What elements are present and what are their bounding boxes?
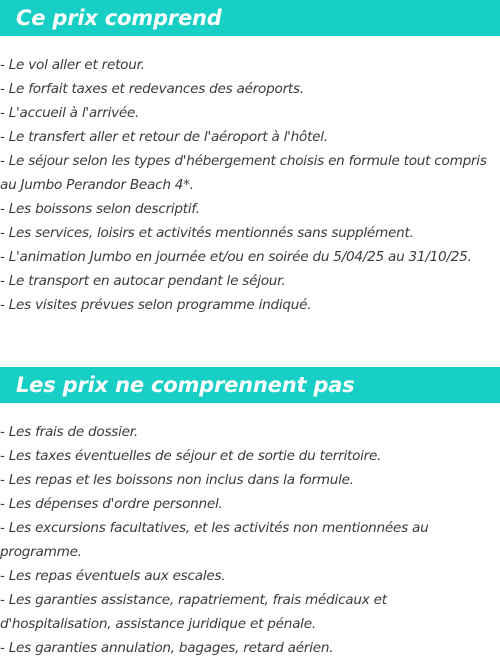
included-item-animation: - L'animation Jumbo en journée et/ou en soirée du 5/04/25 au 31/10/25.	[0, 249, 472, 265]
excluded-item-garanties-assistance: - Les garanties assistance, rapatriement, frais médicaux et d'hospitalisation, assistance juridique et pénale.	[0, 592, 387, 632]
excluded-item-frais-dossier: - Les frais de dossier.	[0, 424, 138, 440]
excluded-item-depenses: - Les dépenses d'ordre personnel.	[0, 496, 223, 512]
included-item-taxes: - Le forfait taxes et redevances des aéroports.	[0, 81, 304, 97]
excluded-item-repas-boissons: - Les repas et les boissons non inclus dans la formule.	[0, 472, 354, 488]
included-item-services: - Les services, loisirs et activités mentionnés sans supplément.	[0, 225, 414, 241]
included-item-visites: - Les visites prévues selon programme indiqué.	[0, 297, 312, 313]
included-section-title: Ce prix comprend	[16, 6, 222, 30]
excluded-section-title: Les prix ne comprennent pas	[16, 373, 355, 397]
included-item-sejour: - Le séjour selon les types d'hébergement choisis en formule tout compris au Jumbo Perandor Beach 4*.	[0, 153, 487, 193]
excluded-item-repas-escales: - Les repas éventuels aux escales.	[0, 568, 226, 584]
excluded-section-header	[0, 367, 500, 403]
included-list	[0, 53, 500, 317]
included-item-accueil: - L'accueil à l'arrivée.	[0, 105, 140, 121]
included-item-vol: - Le vol aller et retour.	[0, 57, 145, 73]
excluded-item-garanties-annulation: - Les garanties annulation, bagages, retard aérien.	[0, 640, 334, 656]
included-item-transfert: - Le transfert aller et retour de l'aéroport à l'hôtel.	[0, 129, 328, 145]
included-item-boissons: - Les boissons selon descriptif.	[0, 201, 200, 217]
excluded-item-taxes-sejour: - Les taxes éventuelles de séjour et de sortie du territoire.	[0, 448, 382, 464]
excluded-item-excursions: - Les excursions facultatives, et les activités non mentionnées au programme.	[0, 520, 429, 560]
excluded-list	[0, 420, 500, 660]
included-section-header	[0, 0, 500, 36]
included-item-transport: - Le transport en autocar pendant le séjour.	[0, 273, 286, 289]
